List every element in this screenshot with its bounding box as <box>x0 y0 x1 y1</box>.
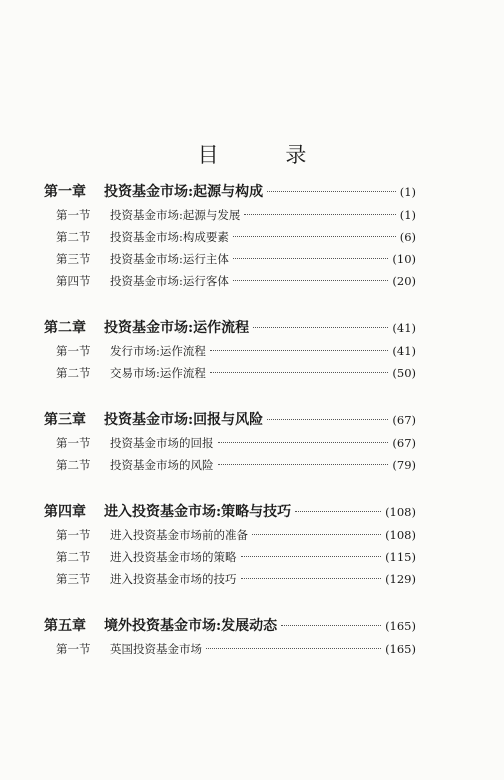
dot-leader <box>252 534 381 535</box>
section-number: 第四节 <box>56 274 91 288</box>
chapter-number: 第二章 <box>44 320 86 336</box>
chapter-group <box>44 614 416 660</box>
page-number: (50) <box>392 366 416 380</box>
chapter-number: 第四章 <box>44 504 86 520</box>
page-number: (129) <box>385 572 416 586</box>
section-entry <box>44 204 416 226</box>
page-number: (115) <box>385 550 416 564</box>
page-number: (165) <box>385 642 416 656</box>
chapter-group <box>44 500 416 590</box>
page-number: (165) <box>385 619 416 633</box>
chapter-title: 投资基金市场:起源与构成 <box>104 184 264 200</box>
page-number: (1) <box>399 208 416 222</box>
chapter-number: 第五章 <box>44 618 86 634</box>
section-title: 进入投资基金市场前的准备 <box>110 528 248 542</box>
page-number: (41) <box>392 344 416 358</box>
dot-leader <box>281 625 381 626</box>
dot-leader <box>241 556 382 557</box>
section-entry <box>44 568 416 590</box>
page-number: (67) <box>392 436 416 450</box>
section-number: 第二节 <box>56 366 91 380</box>
dot-leader <box>253 327 388 328</box>
page-number: (20) <box>392 274 416 288</box>
section-number: 第一节 <box>56 208 91 222</box>
chapter-title: 境外投资基金市场:发展动态 <box>104 618 278 634</box>
page-number: (108) <box>385 528 416 542</box>
chapter-group <box>44 180 416 292</box>
section-entry <box>44 362 416 384</box>
section-number: 第一节 <box>56 528 91 542</box>
dot-leader <box>244 214 395 215</box>
dot-leader <box>267 191 396 192</box>
section-number: 第一节 <box>56 642 91 656</box>
section-title: 投资基金市场:运行主体 <box>110 252 229 266</box>
section-entry <box>44 524 416 546</box>
section-number: 第一节 <box>56 436 91 450</box>
dot-leader <box>233 236 396 237</box>
dot-leader <box>210 350 389 351</box>
section-title: 进入投资基金市场的策略 <box>110 550 237 564</box>
table-of-contents <box>44 180 416 684</box>
section-number: 第一节 <box>56 344 91 358</box>
section-title: 投资基金市场:构成要素 <box>110 230 229 244</box>
page-number: (10) <box>392 252 416 266</box>
section-title: 投资基金市场:起源与发展 <box>110 208 241 222</box>
dot-leader <box>295 511 381 512</box>
page-number: (79) <box>392 458 416 472</box>
dot-leader <box>233 280 389 281</box>
page-number: (1) <box>399 185 416 199</box>
section-entry <box>44 546 416 568</box>
chapter-entry <box>44 408 416 432</box>
section-entry <box>44 248 416 270</box>
page-number: (6) <box>399 230 416 244</box>
chapter-number: 第三章 <box>44 412 86 428</box>
chapter-entry <box>44 180 416 204</box>
dot-leader <box>206 648 381 649</box>
section-entry <box>44 454 416 476</box>
dot-leader <box>241 578 382 579</box>
chapter-entry <box>44 614 416 638</box>
page-number: (67) <box>392 413 416 427</box>
section-entry <box>44 270 416 292</box>
chapter-entry <box>44 316 416 340</box>
dot-leader <box>267 419 388 420</box>
section-title: 英国投资基金市场 <box>110 642 202 656</box>
section-number: 第三节 <box>56 572 91 586</box>
chapter-title: 投资基金市场:回报与风险 <box>104 412 264 428</box>
chapter-group <box>44 408 416 476</box>
dot-leader <box>218 442 389 443</box>
chapter-title: 进入投资基金市场:策略与技巧 <box>104 504 292 520</box>
page-number: (41) <box>392 321 416 335</box>
section-entry <box>44 638 416 660</box>
chapter-title: 投资基金市场:运作流程 <box>104 320 250 336</box>
chapter-group <box>44 316 416 384</box>
dot-leader <box>218 464 389 465</box>
page-number: (108) <box>385 505 416 519</box>
section-number: 第三节 <box>56 252 91 266</box>
section-entry <box>44 432 416 454</box>
page-title: 目 录 <box>197 143 337 167</box>
chapter-number: 第一章 <box>44 184 86 200</box>
section-title: 投资基金市场的风险 <box>110 458 214 472</box>
section-title: 交易市场:运作流程 <box>110 366 206 380</box>
section-title: 进入投资基金市场的技巧 <box>110 572 237 586</box>
section-entry <box>44 340 416 362</box>
section-title: 发行市场:运作流程 <box>110 344 206 358</box>
section-entry <box>44 226 416 248</box>
section-number: 第二节 <box>56 458 91 472</box>
chapter-entry <box>44 500 416 524</box>
dot-leader <box>210 372 389 373</box>
section-number: 第二节 <box>56 230 91 244</box>
section-title: 投资基金市场:运行客体 <box>110 274 229 288</box>
dot-leader <box>233 258 389 259</box>
section-title: 投资基金市场的回报 <box>110 436 214 450</box>
section-number: 第二节 <box>56 550 91 564</box>
